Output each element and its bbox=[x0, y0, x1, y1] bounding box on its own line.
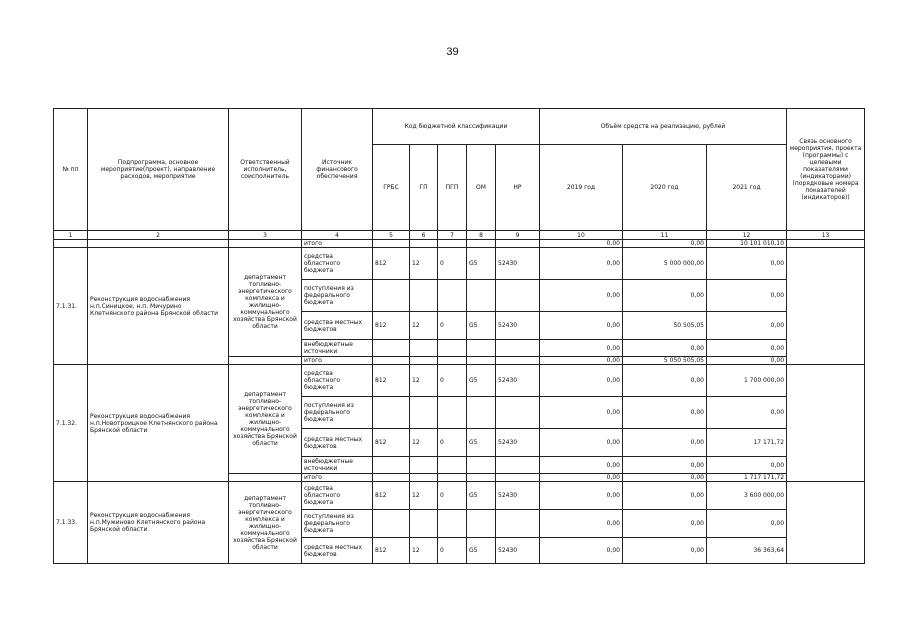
grbs-cell bbox=[373, 397, 410, 429]
gp-cell bbox=[410, 280, 438, 312]
item-number: 7.1.31. bbox=[54, 248, 88, 365]
grbs-cell: 812 bbox=[373, 482, 410, 510]
budget-table bbox=[53, 108, 865, 564]
gp-cell: 12 bbox=[410, 429, 438, 457]
np-cell: 52430 bbox=[496, 248, 540, 280]
value-2019: 0,00 bbox=[540, 510, 623, 538]
gp-cell: 12 bbox=[410, 248, 438, 280]
value-2019: 0,00 bbox=[540, 240, 623, 248]
np-cell: 52430 bbox=[496, 482, 540, 510]
column-number: 12 bbox=[707, 231, 787, 240]
value-2020: 0,00 bbox=[623, 482, 707, 510]
grbs-cell bbox=[373, 510, 410, 538]
np-cell bbox=[496, 474, 540, 482]
grbs-cell bbox=[373, 280, 410, 312]
gp-cell bbox=[410, 357, 438, 365]
value-2021: 0,00 bbox=[707, 340, 787, 357]
value-2019: 0,00 bbox=[540, 474, 623, 482]
column-number: 6 bbox=[410, 231, 438, 240]
source-cell: средства областного бюджета bbox=[302, 365, 373, 397]
source-cell: поступления из федерального бюджета bbox=[302, 510, 373, 538]
value-2021: 0,00 bbox=[707, 280, 787, 312]
pgp-cell bbox=[438, 357, 467, 365]
grbs-cell: 812 bbox=[373, 429, 410, 457]
om-cell bbox=[467, 280, 496, 312]
item-number: 7.1.33. bbox=[54, 482, 88, 564]
gp-cell: 12 bbox=[410, 312, 438, 340]
value-2021: 0,00 bbox=[707, 457, 787, 474]
column-number: 3 bbox=[229, 231, 302, 240]
column-number: 9 bbox=[496, 231, 540, 240]
pgp-cell bbox=[438, 397, 467, 429]
value-2019: 0,00 bbox=[540, 280, 623, 312]
header-volume-group: Объём средств на реализацию, рублей bbox=[540, 109, 787, 145]
np-cell: 52430 bbox=[496, 538, 540, 564]
np-cell: 52430 bbox=[496, 365, 540, 397]
np-cell bbox=[496, 510, 540, 538]
gp-cell bbox=[410, 340, 438, 357]
top-total-row bbox=[54, 240, 865, 248]
value-2021: 0,00 bbox=[707, 357, 787, 365]
value-2020: 0,00 bbox=[623, 280, 707, 312]
responsible-cell bbox=[229, 357, 302, 365]
pgp-cell: 0 bbox=[438, 365, 467, 397]
source-cell: средства областного бюджета bbox=[302, 482, 373, 510]
value-2019: 0,00 bbox=[540, 340, 623, 357]
header-np: НР bbox=[496, 145, 540, 231]
pgp-cell: 0 bbox=[438, 248, 467, 280]
gp-cell: 12 bbox=[410, 482, 438, 510]
value-2021: 10 101 010,10 bbox=[707, 240, 787, 248]
value-2020: 5 050 505,05 bbox=[623, 357, 707, 365]
header-2021: 2021 год bbox=[707, 145, 787, 231]
value-2021: 0,00 bbox=[707, 248, 787, 280]
item-name: Реконструкция водоснабжения н.п.Новотроицкое Клетнянского района Брянской области bbox=[88, 365, 229, 482]
link-cell bbox=[787, 248, 865, 365]
om-cell bbox=[467, 397, 496, 429]
item-number: 7.1.32. bbox=[54, 365, 88, 482]
pgp-cell bbox=[438, 340, 467, 357]
grbs-cell: 812 bbox=[373, 248, 410, 280]
item-name: Реконструкция водоснабжения н.п.Синицкое, н.п. Мичурино Клетнянского района Брянской области bbox=[88, 248, 229, 365]
grbs-cell bbox=[373, 357, 410, 365]
pgp-cell: 0 bbox=[438, 482, 467, 510]
grbs-cell: 812 bbox=[373, 312, 410, 340]
page-number: 39 bbox=[446, 46, 459, 58]
value-2020: 0,00 bbox=[623, 340, 707, 357]
value-2020: 0,00 bbox=[623, 240, 707, 248]
link-cell bbox=[787, 482, 865, 564]
np-cell: 52430 bbox=[496, 429, 540, 457]
gp-cell bbox=[410, 474, 438, 482]
value-2021: 1 700 000,00 bbox=[707, 365, 787, 397]
om-cell: G5 bbox=[467, 365, 496, 397]
source-cell: итого bbox=[302, 357, 373, 365]
header-source: Источник финансового обеспечения bbox=[302, 109, 373, 231]
np-cell bbox=[496, 457, 540, 474]
np-cell bbox=[496, 357, 540, 365]
value-2019: 0,00 bbox=[540, 248, 623, 280]
link-cell bbox=[787, 365, 865, 482]
source-cell: внебюджетные источники bbox=[302, 457, 373, 474]
value-2021: 0,00 bbox=[707, 397, 787, 429]
value-2021: 3 600 000,00 bbox=[707, 482, 787, 510]
value-2020: 0,00 bbox=[623, 397, 707, 429]
pgp-cell: 0 bbox=[438, 429, 467, 457]
column-number-row bbox=[54, 231, 865, 240]
responsible-cell bbox=[229, 474, 302, 482]
value-2019: 0,00 bbox=[540, 429, 623, 457]
column-number: 10 bbox=[540, 231, 623, 240]
column-number: 7 bbox=[438, 231, 467, 240]
source-cell: итого bbox=[302, 474, 373, 482]
gp-cell: 12 bbox=[410, 365, 438, 397]
item-name: Реконструкция водоснабжения н.п.Мужиново Клетнянского района Брянской области bbox=[88, 482, 229, 564]
source-cell: средства местных бюджетов bbox=[302, 429, 373, 457]
om-cell: G5 bbox=[467, 429, 496, 457]
grbs-cell bbox=[373, 457, 410, 474]
grbs-cell: 812 bbox=[373, 365, 410, 397]
gp-cell bbox=[410, 397, 438, 429]
grbs-cell bbox=[373, 474, 410, 482]
om-cell bbox=[467, 340, 496, 357]
header-2019: 2019 год bbox=[540, 145, 623, 231]
pgp-cell bbox=[438, 510, 467, 538]
source-cell: итого bbox=[302, 240, 373, 248]
table-row bbox=[54, 248, 865, 280]
value-2019: 0,00 bbox=[540, 312, 623, 340]
value-2020: 5 000 000,00 bbox=[623, 248, 707, 280]
value-2021: 1 717 171,72 bbox=[707, 474, 787, 482]
table-row bbox=[54, 482, 865, 510]
header-responsible: Ответственный исполнитель, соисполнитель bbox=[229, 109, 302, 231]
om-cell: G5 bbox=[467, 248, 496, 280]
value-2019: 0,00 bbox=[540, 457, 623, 474]
responsible-cell: департамент топливно-энергетического комплекса и жилищно-коммунального хозяйства Брянской области bbox=[229, 482, 302, 564]
om-cell: G5 bbox=[467, 482, 496, 510]
pgp-cell bbox=[438, 457, 467, 474]
column-number: 1 bbox=[54, 231, 88, 240]
om-cell bbox=[467, 510, 496, 538]
pgp-cell: 0 bbox=[438, 312, 467, 340]
value-2021: 0,00 bbox=[707, 510, 787, 538]
table-row bbox=[54, 365, 865, 397]
value-2019: 0,00 bbox=[540, 365, 623, 397]
value-2019: 0,00 bbox=[540, 538, 623, 564]
column-number: 13 bbox=[787, 231, 865, 240]
value-2021: 36 363,64 bbox=[707, 538, 787, 564]
source-cell: поступления из федерального бюджета bbox=[302, 280, 373, 312]
gp-cell bbox=[410, 510, 438, 538]
np-cell bbox=[496, 340, 540, 357]
value-2020: 50 505,05 bbox=[623, 312, 707, 340]
header-pgp: ПГП bbox=[438, 145, 467, 231]
source-cell: средства местных бюджетов bbox=[302, 312, 373, 340]
source-cell: средства областного бюджета bbox=[302, 248, 373, 280]
source-cell: внебюджетные источники bbox=[302, 340, 373, 357]
gp-cell bbox=[410, 457, 438, 474]
np-cell: 52430 bbox=[496, 312, 540, 340]
np-cell bbox=[496, 397, 540, 429]
om-cell: G5 bbox=[467, 538, 496, 564]
header-name: Подпрограмма, основное мероприятие(проект), направление расходов, мероприятие bbox=[88, 109, 229, 231]
value-2019: 0,00 bbox=[540, 482, 623, 510]
column-number: 8 bbox=[467, 231, 496, 240]
np-cell bbox=[496, 280, 540, 312]
responsible-cell: департамент топливно-энергетического комплекса и жилищно-коммунального хозяйства Брянской области bbox=[229, 365, 302, 474]
om-cell bbox=[467, 474, 496, 482]
grbs-cell: 812 bbox=[373, 538, 410, 564]
pgp-cell bbox=[438, 474, 467, 482]
source-cell: поступления из федерального бюджета bbox=[302, 397, 373, 429]
column-number: 5 bbox=[373, 231, 410, 240]
header-grbs: ГРБС bbox=[373, 145, 410, 231]
column-number: 2 bbox=[88, 231, 229, 240]
value-2020: 0,00 bbox=[623, 457, 707, 474]
header-link: Связь основного мероприятия, проекта (программы) с целевыми показателями (индикаторами) (порядковые номера показателей (индикаторов)) bbox=[787, 109, 865, 231]
value-2019: 0,00 bbox=[540, 357, 623, 365]
header-gp: ГП bbox=[410, 145, 438, 231]
pgp-cell: 0 bbox=[438, 538, 467, 564]
source-cell: средства местных бюджетов bbox=[302, 538, 373, 564]
gp-cell: 12 bbox=[410, 538, 438, 564]
grbs-cell bbox=[373, 340, 410, 357]
value-2020: 0,00 bbox=[623, 429, 707, 457]
value-2020: 0,00 bbox=[623, 474, 707, 482]
value-2020: 0,00 bbox=[623, 365, 707, 397]
value-2020: 0,00 bbox=[623, 510, 707, 538]
pgp-cell bbox=[438, 280, 467, 312]
responsible-cell: департамент топливно-энергетического комплекса и жилищно-коммунального хозяйства Брянской области bbox=[229, 248, 302, 357]
om-cell bbox=[467, 357, 496, 365]
value-2019: 0,00 bbox=[540, 397, 623, 429]
header-om: ОМ bbox=[467, 145, 496, 231]
value-2021: 0,00 bbox=[707, 312, 787, 340]
header-budget-code-group: Код бюджетной классификации bbox=[373, 109, 540, 145]
header-2020: 2020 год bbox=[623, 145, 707, 231]
om-cell bbox=[467, 457, 496, 474]
value-2020: 0,00 bbox=[623, 538, 707, 564]
header-number: № пп bbox=[54, 109, 88, 231]
column-number: 11 bbox=[623, 231, 707, 240]
column-number: 4 bbox=[302, 231, 373, 240]
om-cell: G5 bbox=[467, 312, 496, 340]
value-2021: 17 171,72 bbox=[707, 429, 787, 457]
